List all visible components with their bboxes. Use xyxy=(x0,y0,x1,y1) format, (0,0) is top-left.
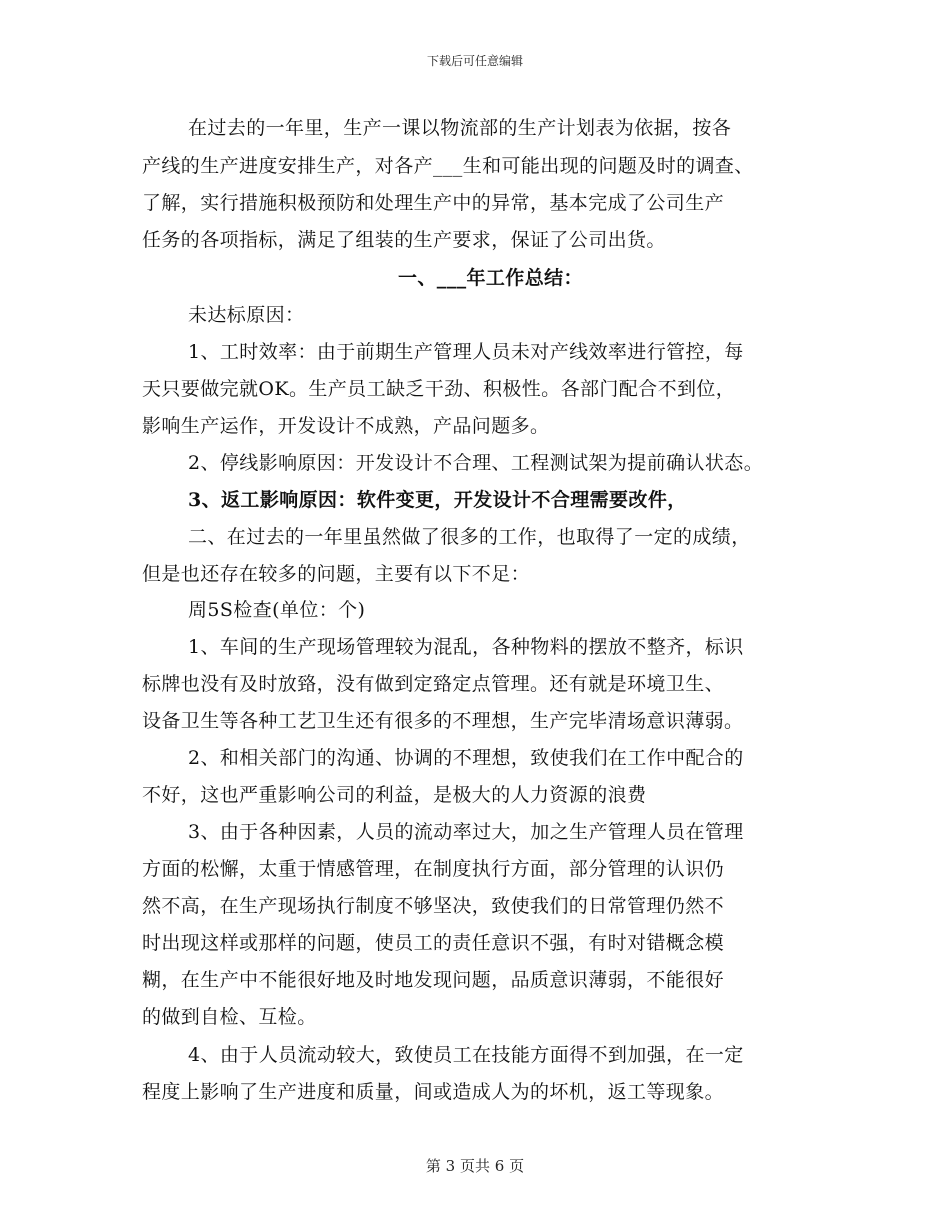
paragraph-line: 糊，在生产中不能很好地及时地发现问题，品质意识薄弱，不能很好 xyxy=(142,969,725,991)
bold-paragraph-line: 3、返工影响原因：软件变更，开发设计不合理需要改件， xyxy=(188,489,687,511)
section-heading: 一、___年工作总结： xyxy=(398,267,583,289)
paragraph-line: 程度上影响了生产进度和质量，间或造成人为的坏机，返工等现象。 xyxy=(142,1081,725,1103)
paragraph-line: 3、由于各种因素，人员的流动率过大，加之生产管理人员在管理 xyxy=(188,821,744,843)
paragraph-line: 1、车间的生产现场管理较为混乱，各种物料的摆放不整齐，标识 xyxy=(188,636,744,658)
paragraph-line: 标牌也没有及时放臵，没有做到定臵定点管理。还有就是环境卫生、 xyxy=(142,673,725,695)
paragraph-line: 但是也还存在较多的问题，主要有以下不足： xyxy=(142,563,531,585)
paragraph-line: 在过去的一年里，生产一课以物流部的生产计划表为依据，按各 xyxy=(188,117,732,139)
paragraph-line: 周5S检查(单位：个) xyxy=(188,599,366,621)
paragraph-line: 产线的生产进度安排生产，对各产___生和可能出现的问题及时的调查、 xyxy=(142,155,754,177)
paragraph-line: 不好，这也严重影响公司的利益，是极大的人力资源的浪费 xyxy=(142,784,647,806)
paragraph-line: 天只要做完就OK。生产员工缺乏干劲、积极性。各部门配合不到位， xyxy=(142,378,736,400)
paragraph-line: 设备卫生等各种工艺卫生还有很多的不理想，生产完毕清场意识薄弱。 xyxy=(142,710,744,732)
page-footer: 第 3 页共 6 页 xyxy=(425,1157,525,1175)
paragraph-line: 二、在过去的一年里虽然做了很多的工作，也取得了一定的成绩， xyxy=(188,526,751,548)
paragraph-line: 4、由于人员流动较大，致使员工在技能方面得不到加强，在一定 xyxy=(188,1044,744,1066)
paragraph-line: 了解，实行措施积极预防和处理生产中的异常，基本完成了公司生产 xyxy=(142,192,725,214)
paragraph-line: 时出现这样或那样的问题，使员工的责任意识不强，有时对错概念模 xyxy=(142,932,725,954)
paragraph-line: 的做到自检、互检。 xyxy=(142,1006,317,1028)
paragraph-line: 1、工时效率：由于前期生产管理人员未对产线效率进行管控，每 xyxy=(188,341,744,363)
paragraph-line: 然不高，在生产现场执行制度不够坚决，致使我们的日常管理仍然不 xyxy=(142,895,725,917)
paragraph-line: 方面的松懈，太重于情感管理，在制度执行方面，部分管理的认识仍 xyxy=(142,858,725,880)
paragraph-line: 2、和相关部门的沟通、协调的不理想，致使我们在工作中配合的 xyxy=(188,747,744,769)
paragraph-line: 影响生产运作，开发设计不成熟，产品问题多。 xyxy=(142,415,550,437)
paragraph-line: 任务的各项指标，满足了组装的生产要求，保证了公司出货。 xyxy=(142,229,666,251)
page-header: 下载后可任意编辑 xyxy=(426,54,523,68)
paragraph-line: 未达标原因： xyxy=(188,304,305,326)
paragraph-line: 2、停线影响原因：开发设计不合理、工程测试架为提前确认状态。 xyxy=(188,452,764,474)
